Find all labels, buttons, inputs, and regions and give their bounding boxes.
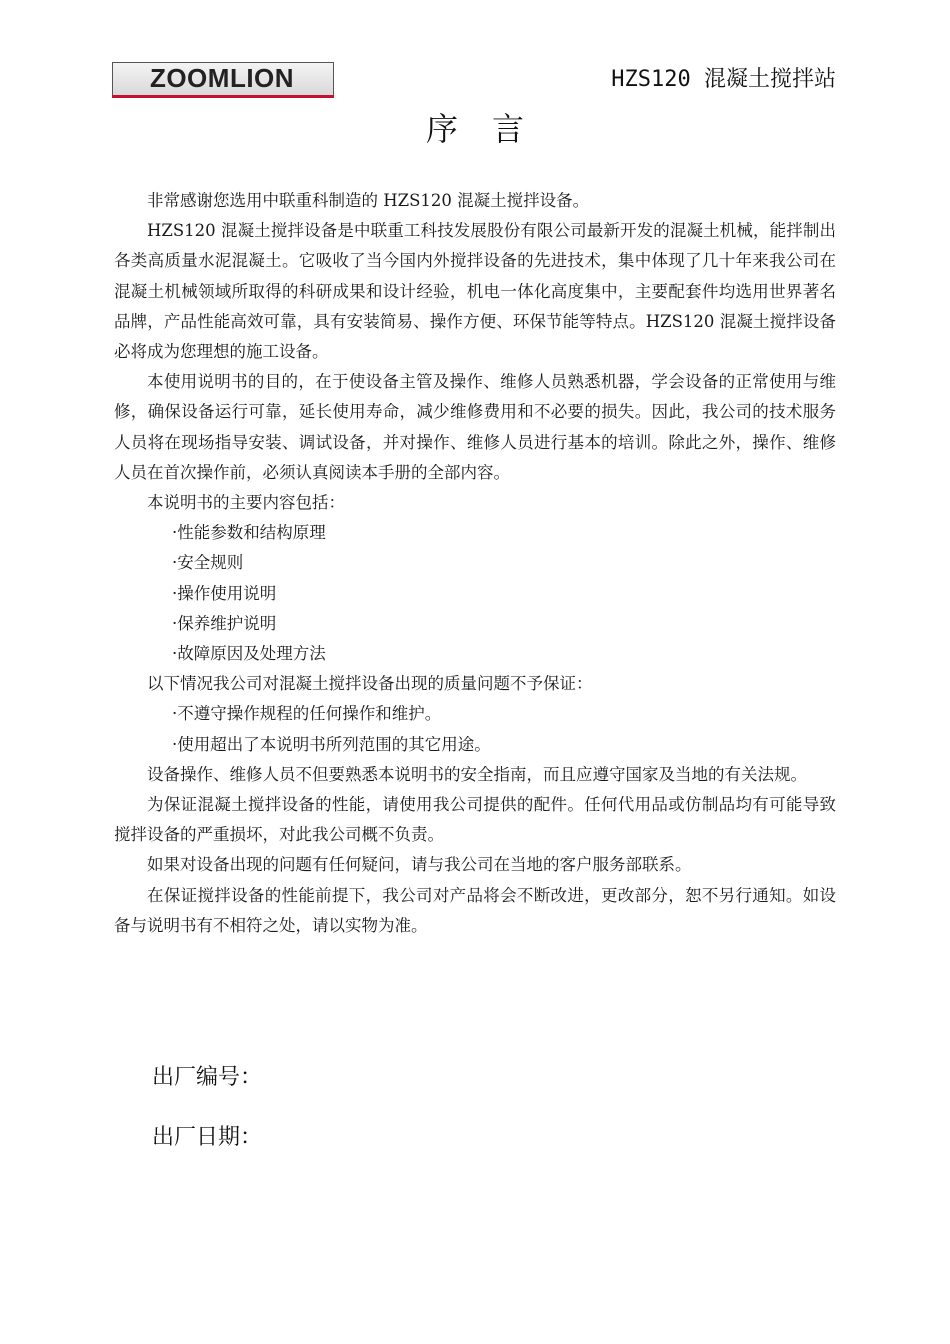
list-item: ·保养维护说明	[172, 613, 277, 633]
serial-number-label: 出厂编号：	[152, 1065, 263, 1090]
logo-red-bar	[112, 95, 334, 98]
preface-body	[114, 186, 836, 941]
list-item: ·性能参数和结构原理	[172, 523, 326, 543]
paragraph: 本说明书的主要内容包括：	[147, 493, 345, 513]
document-header-title: HZS120 混凝土搅拌站	[611, 67, 836, 92]
list-item: ·故障原因及处理方法	[172, 644, 326, 664]
paragraph: 非常感谢您选用中联重科制造的 HZS120 混凝土搅拌设备。	[147, 191, 590, 210]
list-item: ·操作使用说明	[172, 583, 277, 603]
list-item: ·安全规则	[172, 553, 244, 573]
paragraph: 如果对设备出现的问题有任何疑问，请与我公司在当地的客户服务部联系。	[147, 855, 692, 875]
list-item: ·不遵守操作规程的任何操作和维护。	[172, 704, 442, 724]
production-date-label: 出厂日期：	[152, 1125, 263, 1150]
paragraph: 在保证搅拌设备的性能前提下，我公司对产品将会不断改进，更改部分，恕不另行通知。如设备与说明书有不相符之处，请以实物为准。	[114, 885, 836, 935]
page-title: 序言	[425, 110, 558, 148]
logo-text: ZOOMLION	[149, 63, 295, 93]
list-item: ·使用超出了本说明书所列范围的其它用途。	[172, 734, 491, 754]
paragraph: 为保证混凝土搅拌设备的性能，请使用我公司提供的配件。任何代用品或仿制品均有可能导致搅拌设备的严重损坏，对此我公司概不负责。	[114, 795, 836, 845]
paragraph: 以下情况我公司对混凝土搅拌设备出现的质量问题不予保证：	[147, 674, 593, 694]
paragraph: 本使用说明书的目的，在于使设备主管及操作、维修人员熟悉机器，学会设备的正常使用与维修，确保设备运行可靠，延长使用寿命，减少维修费用和不必要的损失。因此，我公司的技术服务人员将在现场指导安装、调试设备，并对操作、维修人员进行基本的培训。除此之外，操作、维修人员在首次操作前，必须认真阅读本手册的全部内容。	[114, 372, 836, 482]
zoomlion-logo	[112, 62, 334, 98]
paragraph: 设备操作、维修人员不但要熟悉本说明书的安全指南，而且应遵守国家及当地的有关法规。	[147, 764, 807, 784]
paragraph: HZS120 混凝土搅拌设备是中联重工科技发展股份有限公司最新开发的混凝土机械，能拌制出各类高质量水泥混凝土。它吸收了当今国内外搅拌设备的先进技术，集中体现了几十年来我公司在混凝土机械领域所取得的科研成果和设计经验，机电一体化高度集中，主要配套件均选用世界著名品牌，产品性能高效可靠，具有安装简易、操作方便、环保节能等特点。HZS120 混凝土搅拌设备必将成为您理想的施工设备。	[114, 221, 836, 362]
